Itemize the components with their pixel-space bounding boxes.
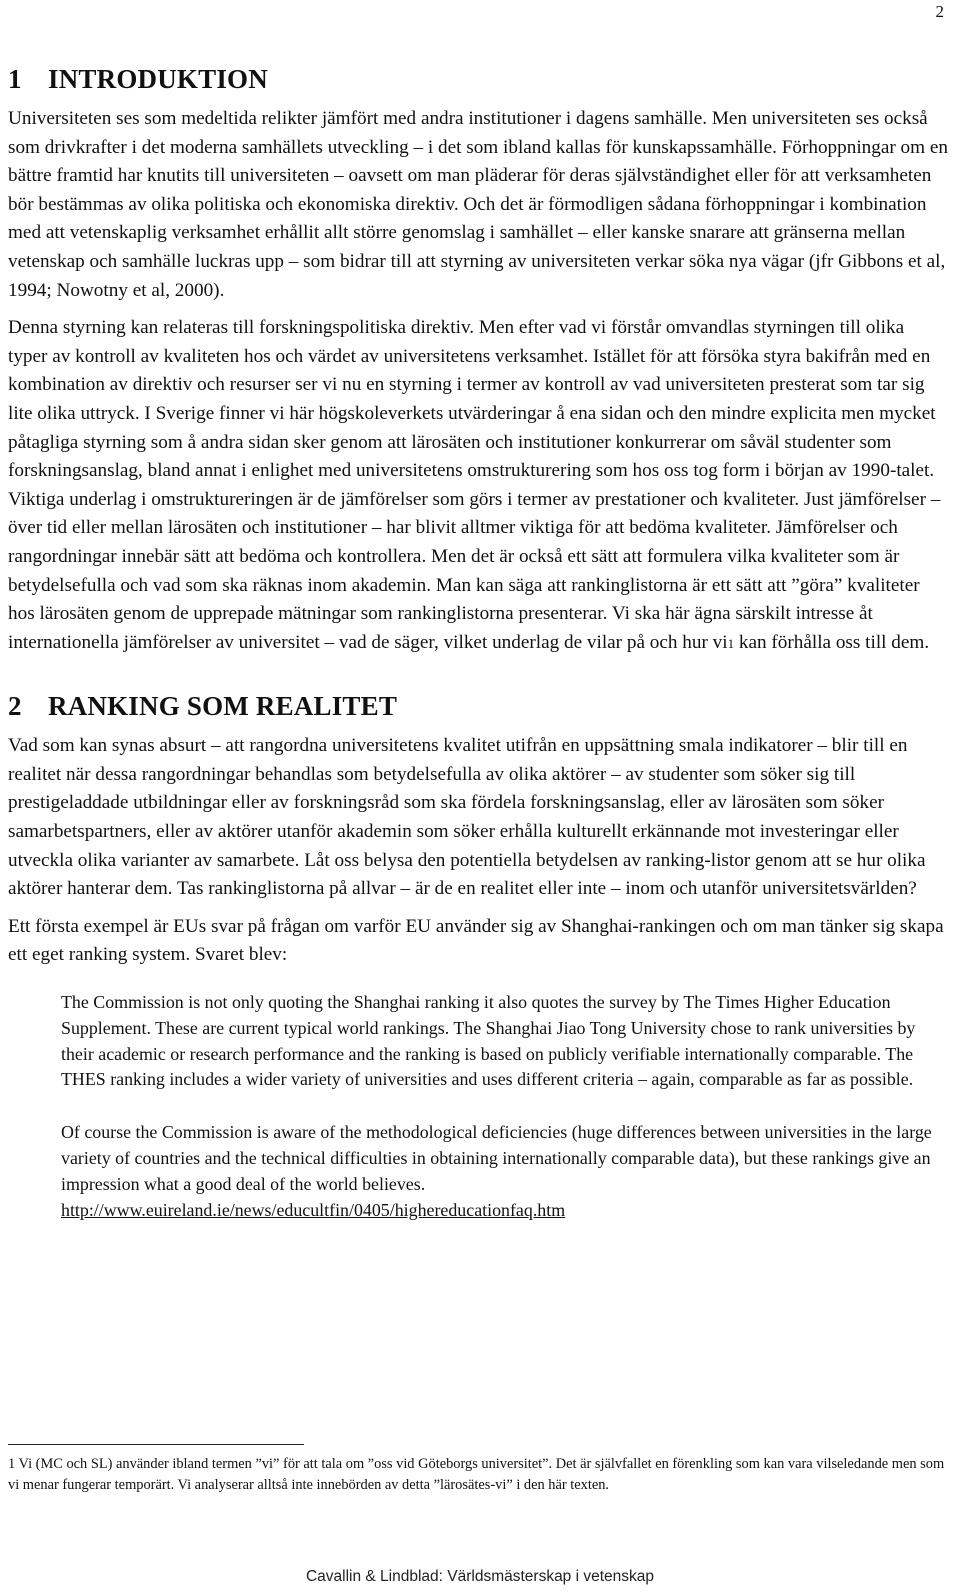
- footnote-marker: 1: [8, 1456, 16, 1472]
- paragraph: Universiteten ses som medeltida relikter jämfört med andra institutioner i dagens samhälle. Men universiteten ses också som drivkrafter i det moderna samhällets utveckling – i det som ibland kallas för kunskapssamhälle. Förhoppningar om en bättre framtid har knutits till universiteten – oavsett om man pläderar för deras självständighet eller för att verksamheten bör bestämmas av olika politiska och ekonomiska direktiv. Och det är förmodligen sådana förhoppningar i kombination med att vetenskaplig verksamhet erhållit allt större genomslag i samhället – eller kanske snarare att gränserna mellan vetenskap och samhälle luckras upp – som bidrar till att styrning av universiteten verkar söka nya vägar (jfr Gibbons et al, 1994; Nowotny et al, 2000).: [8, 108, 948, 301]
- paragraph-text-end: kan förhålla oss till dem.: [734, 631, 930, 653]
- quote-text: Of course the Commission is aware of the methodological deficiencies (huge differences between universities in the large variety of countries and the technical difficulties in obtaining internationally comparable data), but these rankings give an impression what a good deal of the world believes.: [61, 1122, 932, 1194]
- block-quote: [61, 990, 942, 1223]
- footnote: [8, 1454, 948, 1496]
- page-number: 2: [935, 2, 944, 21]
- page-footer: Cavallin & Lindblad: Världsmästerskap i vetenskap: [305, 1568, 655, 1585]
- spacer: [8, 667, 948, 691]
- section-number: 2: [8, 691, 22, 722]
- paragraph: [8, 314, 948, 658]
- section-title: INTRODUKTION: [48, 64, 268, 94]
- paragraph-text: Denna styrning kan relateras till forskningspolitiska direktiv. Men efter vad vi förstår omvandlas styrningen till olika typer av kontroll av kvaliteten hos och värdet av universitetens verksamhet. Istället för att försöka styra bakifrån med en kombination av direktiv och resurser ser vi nu en styrning i termer av kontroll av vad universiteten presterat som tar sig lite olika uttryck. I Sverige finner vi här högskoleverkets utvärderingar å ena sidan och den mindre explicita men mycket påtagliga styrning som å andra sidan sker genom att lärosäten och institutioner konkurrerar om såväl studenter som forskningsanslag, bland annat i enlighet med universitetens omstrukturering som hos oss tog form i början av 1990-talet. Viktiga underlag i omstruktureringen är de jämförelser som görs i termer av prestationer och kvaliteter. Just jämförelser – över tid eller mellan lärosäten och institutioner – har blivit alltmer viktiga för att bedöma kvaliteter. Jämförelser och rangordningar innebär sätt att bedöma och kontrollera. Men det är också ett sätt att formulera vilka kvaliteter som är betydelsefulla och vad som ska räknas inom akademin. Man kan säga att rankinglistorna är ett sätt att ”göra” kvaliteter hos lärosäten genom de upprepade mätningar som rankinglistorna presenterar. Vi ska här ägna särskilt intresse åt internationella jämförelser av universitet – vad de säger, vilket underlag de vilar på och hur vi: [8, 317, 941, 653]
- section-heading-ranking: [8, 691, 948, 722]
- page-content: [8, 64, 948, 1223]
- footnote-reference[interactable]: 1: [727, 635, 735, 651]
- paragraph: Ett första exempel är EUs svar på frågan om varför EU använder sig av Shanghai-rankingen och om man tänker sig skapa ett eget ranking system. Svaret blev:: [8, 915, 944, 966]
- footnote-divider: [8, 1444, 304, 1445]
- quote-paragraph: [61, 1120, 942, 1223]
- quote-source-link[interactable]: http://www.euireland.ie/news/educultfin/0405/highereducationfaq.htm: [61, 1199, 566, 1220]
- quote-paragraph: The Commission is not only quoting the Shanghai ranking it also quotes the survey by The Times Higher Education Supplement. These are current typical world rankings. The Shanghai Jiao Tong University chose to rank universities by their academic or research performance and the ranking is based on publicly verifiable internationally comparable. The THES ranking includes a wider variety of universities and uses different criteria – again, comparable as far as possible.: [61, 992, 916, 1090]
- section-heading-introduktion: [8, 64, 948, 95]
- section-title: RANKING SOM REALITET: [48, 691, 398, 722]
- section-number: 1: [8, 64, 22, 94]
- footnote-text: Vi (MC och SL) använder ibland termen ”vi” för att tala om ”oss vid Göteborgs universitet”. Det är självfallet en förenkling som kan vara vilseledande men som vi menar fungerar temporärt. Vi analyserar alltså inte innebörden av detta ”lärosätes-vi” i den här texten.: [8, 1456, 945, 1494]
- paragraph: Vad som kan synas absurt – att rangordna universitetens kvalitet utifrån en uppsättning smala indikatorer – blir till en realitet när dessa rangordningar behandlas som betydelsefulla av olika aktörer – av studenter som söker sig till prestigeladdade utbildningar eller av forskningsråd som ska fördela forskningsanslag, eller av lärosäten som söker samarbetspartners, eller av aktörer utanför akademin som söker erhålla kulturellt erkännande mot investeringar eller utveckla olika varianter av samarbete. Låt oss belysa den potentiella betydelsen av ranking-listor genom att se hur olika aktörer hanterar dem. Tas rankinglistorna på allvar – är de en realitet eller inte – inom och utanför universitetsvärlden?: [8, 735, 926, 900]
